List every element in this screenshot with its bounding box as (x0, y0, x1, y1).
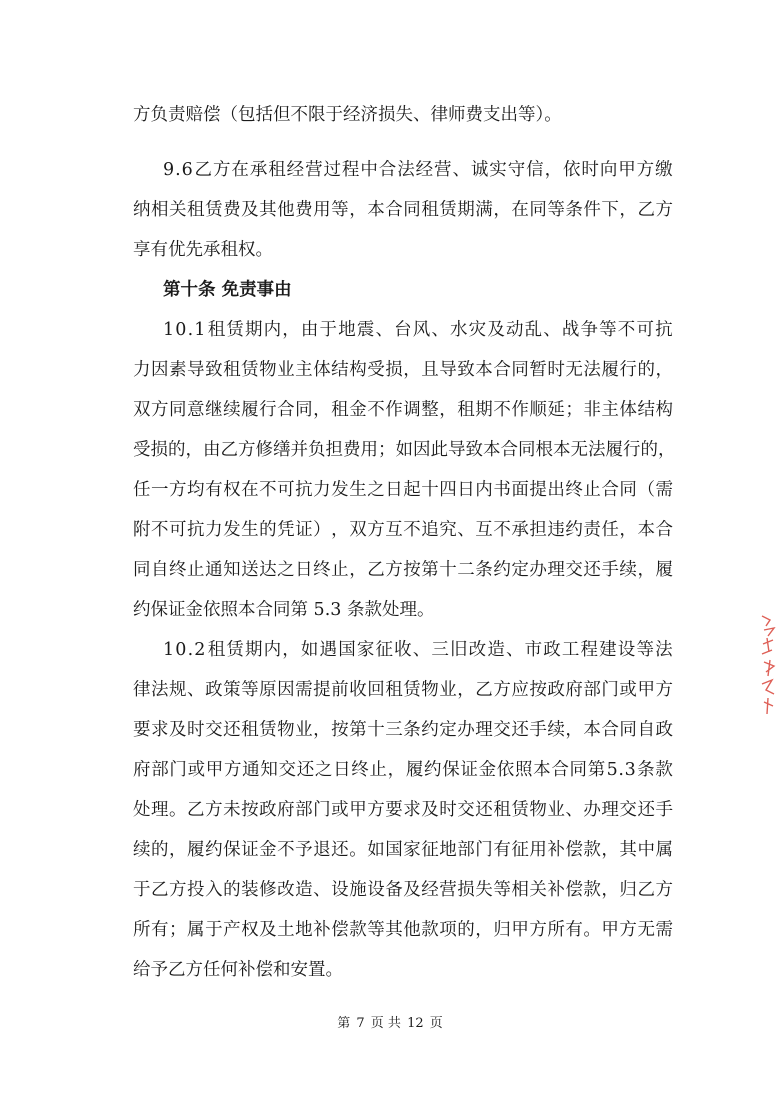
seal-stamp-fragment (758, 610, 780, 720)
text-line: 附 不 可 抗 力 发 生 的 凭 证 ） ， 双 方 互 不 追 究 、 互 不 承 担 违 约 责 任 ， 本 合 (133, 520, 673, 540)
text-line: 方负责赔偿（包括但不限于经济损失、律师费支出等）。 (133, 105, 562, 125)
text-line: 享有优先承租权。 (133, 240, 273, 260)
footer-current-page: 7 (356, 1016, 365, 1031)
footer-prefix: 第 (337, 1016, 351, 1031)
text-line: 处 理 。 乙 方 未 按 政 府 部 门 或 甲 方 要 求 及 时 交 还 租 赁 物 业 、 办 理 交 还 手 (133, 800, 673, 820)
text-line: 纳 相 关 租 赁 费 及 其 他 费 用 等 ， 本 合 同 租 赁 期 满 ， 在 同 等 条 件 下 ， 乙 方 (133, 200, 673, 220)
page-footer (0, 1015, 780, 1033)
text-line: 所 有 ； 属 于 产 权 及 土 地 补 偿 款 等 其 他 款 项 的 ， 归 甲 方 所 有 。 甲 方 无 需 (133, 920, 673, 940)
text-line: 力 因 素 导 致 租 赁 物 业 主 体 结 构 受 损 ， 且 导 致 本 合 同 暂 时 无 法 履 行 的 ， (133, 360, 673, 380)
text-line: 府 部 门 或 甲 方 通 知 交 还 之 日 终 止 ， 履 约 保 证 金 依 照 本 合 同 第 5 . 3 条 款 (133, 760, 673, 780)
text-line: 受 损 的 ， 由 乙 方 修 缮 并 负 担 费 用 ； 如 因 此 导 致 本 合 同 根 本 无 法 履 行 的 ， (133, 440, 676, 460)
text-line: 约保证金依照本合同第 5.3 条款处理。 (133, 600, 435, 620)
text-line: 双 方 同 意 继 续 履 行 合 同 ， 租 金 不 作 调 整 ， 租 期 不 作 顺 延 ； 非 主 体 结 构 (133, 400, 673, 420)
footer-middle: 页 共 (370, 1016, 401, 1031)
text-line: 同 自 终 止 通 知 送 达 之 日 终 止 ， 乙 方 按 第 十 二 条 约 定 办 理 交 还 手 续 ， 履 (133, 560, 673, 580)
text-line: 续 的 ， 履 约 保 证 金 不 予 退 还 。 如 国 家 征 地 部 门 有 征 用 补 偿 款 ， 其 中 属 (133, 840, 673, 860)
section-heading: 第十条 免责事由 (163, 280, 292, 300)
text-line: 1 0 . 1 租 赁 期 内 ， 由 于 地 震 、 台 风 、 水 灾 及 动 乱 、 战 争 等 不 可 抗 (163, 320, 673, 340)
text-line: 给予乙方任何补偿和安置。 (133, 960, 343, 980)
footer-total-pages: 12 (407, 1016, 424, 1031)
text-line: 要 求 及 时 交 还 租 赁 物 业 ， 按 第 十 三 条 约 定 办 理 交 还 手 续 ， 本 合 同 自 政 (133, 720, 673, 740)
text-line: 1 0 . 2 租 赁 期 内 ， 如 遇 国 家 征 收 、 三 旧 改 造 、 市 政 工 程 建 设 等 法 (163, 640, 673, 660)
footer-suffix: 页 (429, 1016, 443, 1031)
text-line: 任 一 方 均 有 权 在 不 可 抗 力 发 生 之 日 起 十 四 日 内 书 面 提 出 终 止 合 同 （ 需 (133, 480, 673, 500)
text-line: 律 法 规 、 政 策 等 原 因 需 提 前 收 回 租 赁 物 业 ， 乙 方 应 按 政 府 部 门 或 甲 方 (133, 680, 673, 700)
text-line: 9 . 6 乙 方 在 承 租 经 营 过 程 中 合 法 经 营 、 诚 实 守 信 ， 依 时 向 甲 方 缴 (163, 160, 673, 180)
text-line: 于 乙 方 投 入 的 装 修 改 造 、 设 施 设 备 及 经 营 损 失 等 相 关 补 偿 款 ， 归 乙 方 (133, 880, 673, 900)
